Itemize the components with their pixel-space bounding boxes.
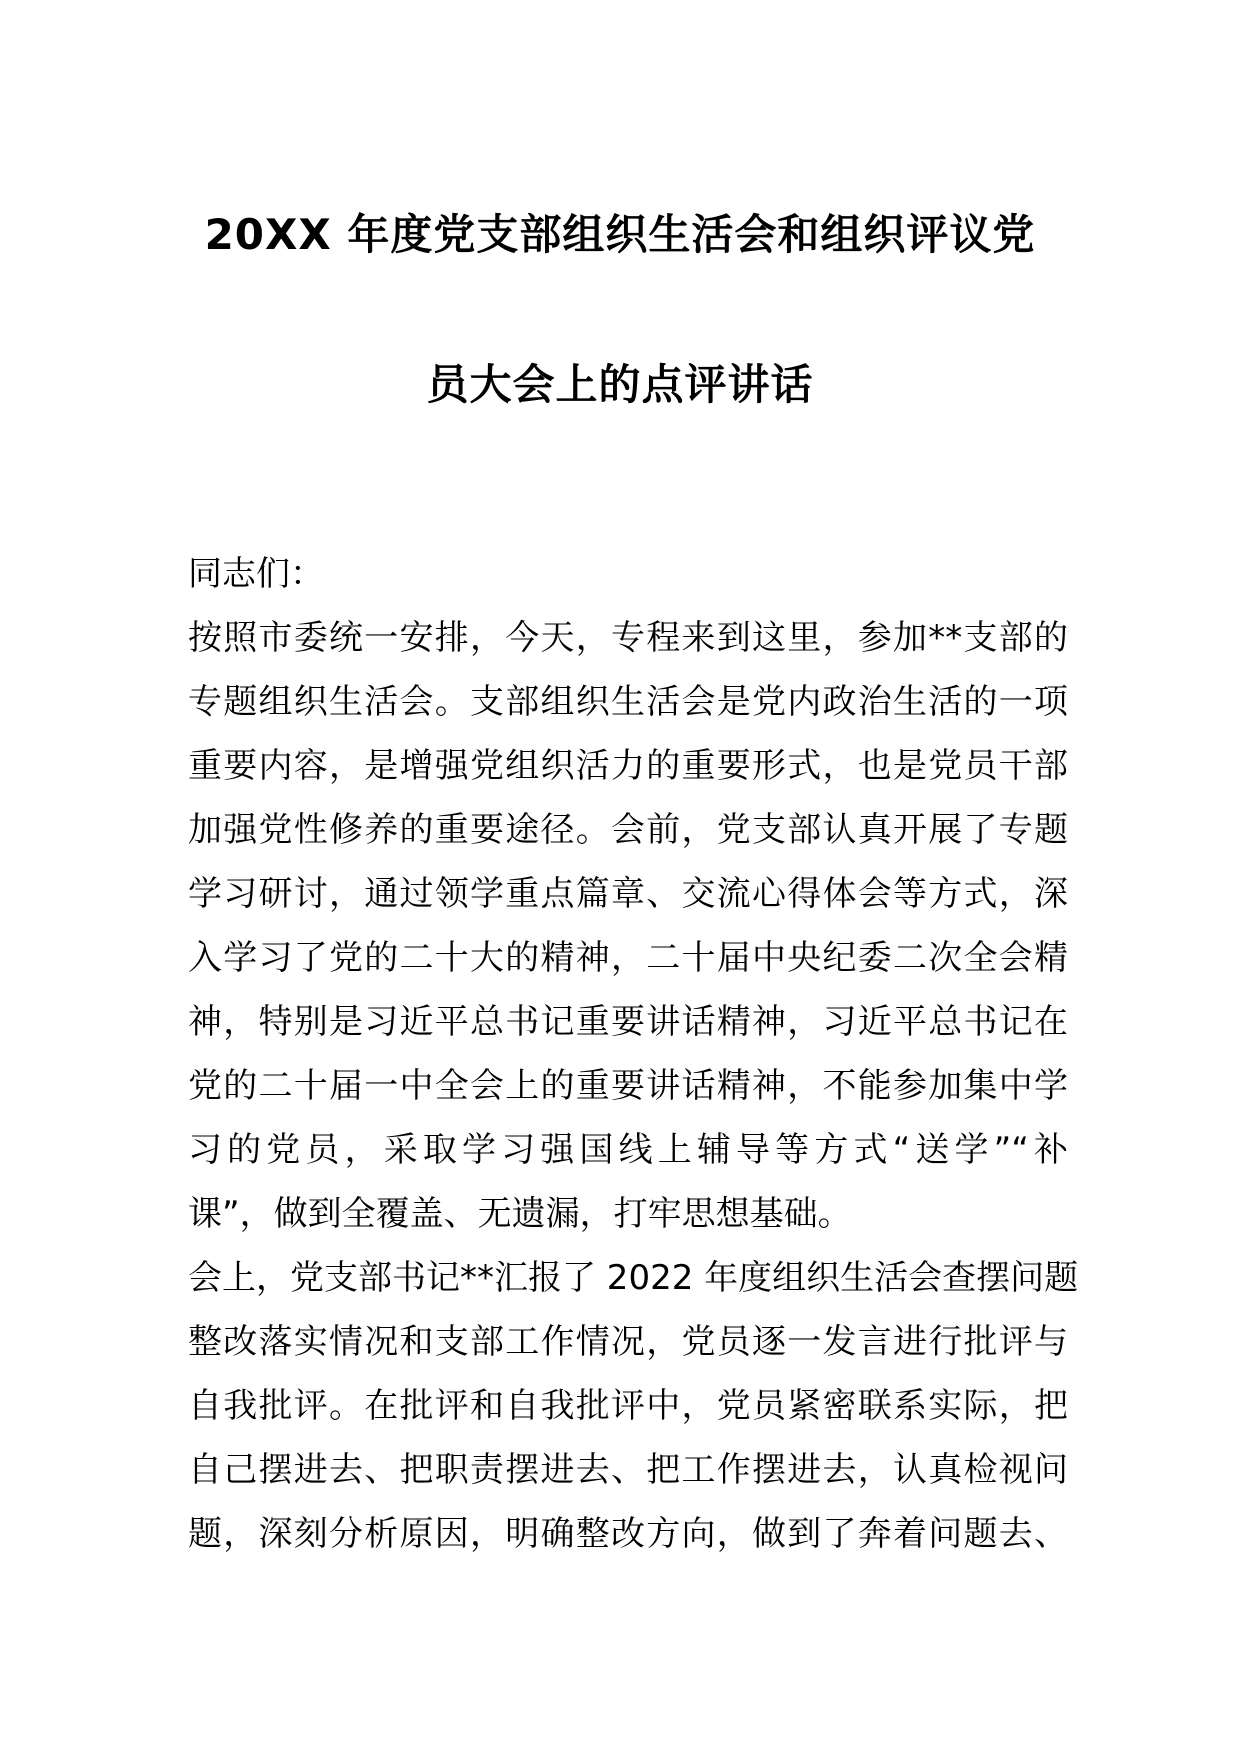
salutation: 同志们：	[188, 554, 324, 594]
body-line: 按照市委统一安排，今天，专程来到这里，参加**支部的	[188, 618, 1068, 658]
body-line: 专题组织生活会。支部组织生活会是党内政治生活的一项	[188, 682, 1068, 722]
body-line: 整改落实情况和支部工作情况，党员逐一发言进行批评与	[188, 1322, 1068, 1362]
body-line: 党的二十届一中全会上的重要讲话精神，不能参加集中学	[188, 1066, 1068, 1106]
body-line: 自己摆进去、把职责摆进去、把工作摆进去，认真检视问	[188, 1450, 1068, 1490]
body-line: 会上，党支部书记**汇报了 2022 年度组织生活会查摆问题	[188, 1258, 1079, 1298]
document-title-line-2: 员大会上的点评讲话	[426, 360, 814, 409]
body-line: 学习研讨，通过领学重点篇章、交流心得体会等方式，深	[188, 874, 1068, 914]
body-line: 题，深刻分析原因，明确整改方向，做到了奔着问题去、	[188, 1514, 1068, 1554]
body-line: 重要内容，是增强党组织活力的重要形式，也是党员干部	[188, 746, 1068, 786]
body-line: 课”，做到全覆盖、无遗漏，打牢思想基础。	[188, 1194, 852, 1234]
body-line: 神，特别是习近平总书记重要讲话精神，习近平总书记在	[188, 1002, 1068, 1042]
body-line: 入学习了党的二十大的精神，二十届中央纪委二次全会精	[188, 938, 1068, 978]
body-line: 习的党员，采取学习强国线上辅导等方式“送学”“补	[188, 1130, 1068, 1170]
body-line: 加强党性修养的重要途径。会前，党支部认真开展了专题	[188, 810, 1068, 850]
document-title-line-1: 20XX 年度党支部组织生活会和组织评议党	[204, 210, 1036, 259]
document-body	[188, 542, 1079, 1566]
body-line: 自我批评。在批评和自我批评中，党员紧密联系实际，把	[188, 1386, 1068, 1426]
